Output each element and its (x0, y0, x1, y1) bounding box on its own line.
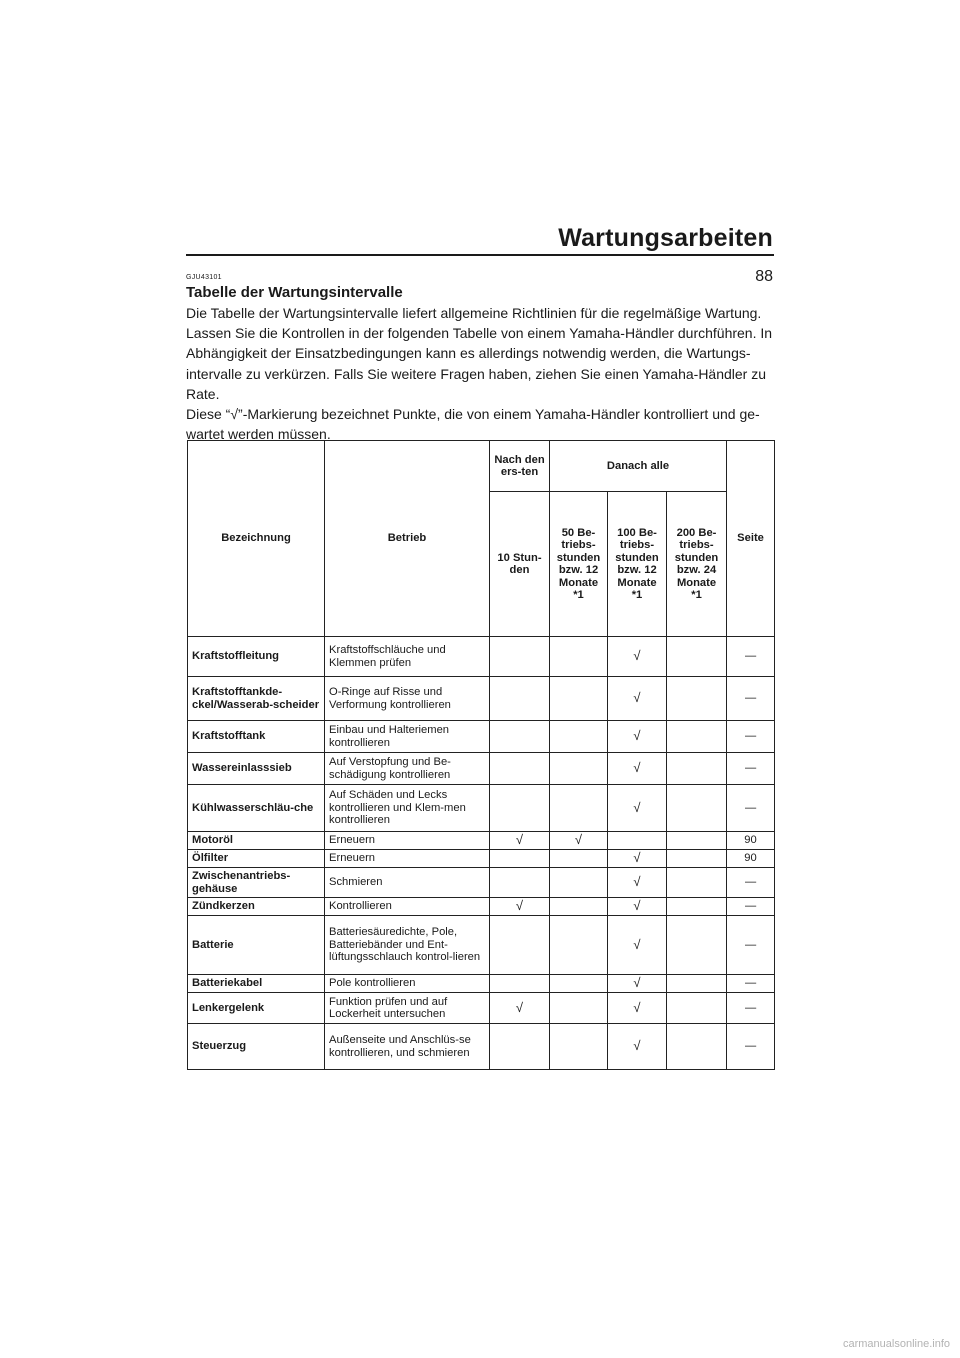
cell-operation: Auf Verstopfung und Be-schädigung kontrollieren (325, 753, 490, 785)
cell-50-stunden (550, 868, 608, 898)
cell-item: Batterie (188, 916, 325, 975)
table-row (188, 677, 775, 721)
cell-200-stunden (667, 1024, 727, 1070)
cell-page: — (727, 916, 775, 975)
cell-100-stunden: √ (608, 975, 667, 993)
intro-paragraph-2: Diese “√”-Markierung bezeichnet Punkte, die von einem Yamaha-Händler kontrolliert und ge-wartet werden müssen. (186, 406, 760, 443)
cell-50-stunden (550, 975, 608, 993)
cell-10-stunden (490, 721, 550, 753)
table-row (188, 753, 775, 785)
cell-100-stunden: √ (608, 1024, 667, 1070)
cell-operation: Auf Schäden und Lecks kontrollieren und Klem-men kontrollieren (325, 785, 490, 832)
cell-page: — (727, 785, 775, 832)
table-row (188, 1024, 775, 1070)
intro-text (186, 303, 776, 444)
cell-50-stunden (550, 898, 608, 916)
cell-operation: Funktion prüfen und auf Lockerheit untersuchen (325, 993, 490, 1024)
cell-100-stunden: √ (608, 868, 667, 898)
cell-50-stunden (550, 993, 608, 1024)
cell-10-stunden (490, 916, 550, 975)
table-row (188, 868, 775, 898)
header-betrieb: Betrieb (325, 441, 490, 637)
cell-page: — (727, 993, 775, 1024)
cell-200-stunden (667, 975, 727, 993)
cell-100-stunden: √ (608, 785, 667, 832)
cell-10-stunden (490, 785, 550, 832)
cell-operation: Batteriesäuredichte, Pole, Batteriebänder und Ent-lüftungsschlauch kontrol-lieren (325, 916, 490, 975)
header-danach-alle: Danach alle (550, 441, 727, 492)
table-row (188, 916, 775, 975)
table-row (188, 993, 775, 1024)
cell-item: Steuerzug (188, 1024, 325, 1070)
cell-100-stunden: √ (608, 677, 667, 721)
header-seite: Seite (727, 441, 775, 637)
cell-page: — (727, 721, 775, 753)
table-body (188, 637, 775, 1070)
intro-paragraph-1: Die Tabelle der Wartungsintervalle liefert allgemeine Richtlinien für die regelmäßige Wartung. Lassen Sie die Kontrollen in der folgenden Tabelle von einem Yamaha-Händler durchführen. In Abhängigkeit der Einsatzbedingungen kann es allerdings notwendig werden, die Wartungs-intervalle zu verkürzen. Falls Sie weitere Fragen haben, ziehen Sie einen Yamaha-Händler zu Rate. (186, 305, 773, 402)
cell-10-stunden (490, 1024, 550, 1070)
cell-page: 90 (727, 832, 775, 850)
header-10-stunden: 10 Stun-den (490, 492, 550, 637)
cell-10-stunden (490, 975, 550, 993)
section-title: Tabelle der Wartungsintervalle (186, 284, 403, 301)
cell-200-stunden (667, 721, 727, 753)
maintenance-interval-table (187, 440, 775, 1070)
cell-10-stunden (490, 850, 550, 868)
cell-200-stunden (667, 916, 727, 975)
cell-page: — (727, 975, 775, 993)
page-number: 88 (755, 268, 773, 285)
table-row (188, 850, 775, 868)
cell-operation: Schmieren (325, 868, 490, 898)
cell-50-stunden (550, 850, 608, 868)
cell-item: Wassereinlasssieb (188, 753, 325, 785)
cell-100-stunden: √ (608, 898, 667, 916)
cell-10-stunden: √ (490, 832, 550, 850)
cell-item: Motoröl (188, 832, 325, 850)
cell-item: Kraftstofftank (188, 721, 325, 753)
cell-200-stunden (667, 993, 727, 1024)
cell-200-stunden (667, 785, 727, 832)
cell-operation: Außenseite und Anschlüs-se kontrollieren, und schmieren (325, 1024, 490, 1070)
cell-item: Ölfilter (188, 850, 325, 868)
header-200-stunden: 200 Be-triebs-stunden bzw. 24 Monate *1 (667, 492, 727, 637)
cell-50-stunden (550, 785, 608, 832)
cell-50-stunden: √ (550, 832, 608, 850)
watermark: carmanualsonline.info (842, 1338, 950, 1350)
cell-10-stunden: √ (490, 898, 550, 916)
cell-10-stunden (490, 677, 550, 721)
cell-item: Kraftstoffleitung (188, 637, 325, 677)
cell-item: Lenkergelenk (188, 993, 325, 1024)
cell-item: Kühlwasserschläu-che (188, 785, 325, 832)
table-row (188, 832, 775, 850)
cell-item: Kraftstofftankde-ckel/Wasserab-scheider (188, 677, 325, 721)
cell-200-stunden (667, 850, 727, 868)
cell-100-stunden: √ (608, 916, 667, 975)
cell-200-stunden (667, 832, 727, 850)
header-nach-den-ersten: Nach den ers-ten (490, 441, 550, 492)
cell-operation: Kontrollieren (325, 898, 490, 916)
table-row (188, 721, 775, 753)
cell-10-stunden: √ (490, 993, 550, 1024)
cell-10-stunden (490, 753, 550, 785)
header-50-stunden: 50 Be-triebs-stunden bzw. 12 Monate *1 (550, 492, 608, 637)
cell-200-stunden (667, 637, 727, 677)
header-bezeichnung: Bezeichnung (188, 441, 325, 637)
cell-200-stunden (667, 753, 727, 785)
page-header-title: Wartungsarbeiten (558, 224, 773, 252)
cell-100-stunden: √ (608, 850, 667, 868)
cell-page: 90 (727, 850, 775, 868)
cell-item: Zwischenantriebs-gehäuse (188, 868, 325, 898)
cell-50-stunden (550, 721, 608, 753)
cell-200-stunden (667, 868, 727, 898)
table-row (188, 785, 775, 832)
cell-operation: Erneuern (325, 850, 490, 868)
cell-100-stunden (608, 832, 667, 850)
cell-10-stunden (490, 637, 550, 677)
table-row (188, 637, 775, 677)
table-row (188, 898, 775, 916)
cell-100-stunden: √ (608, 993, 667, 1024)
cell-page: — (727, 898, 775, 916)
cell-page: — (727, 753, 775, 785)
cell-item: Batteriekabel (188, 975, 325, 993)
cell-operation: Kraftstoffschläuche und Klemmen prüfen (325, 637, 490, 677)
cell-100-stunden: √ (608, 721, 667, 753)
cell-100-stunden: √ (608, 637, 667, 677)
cell-operation: Pole kontrollieren (325, 975, 490, 993)
cell-page: — (727, 637, 775, 677)
header-100-stunden: 100 Be-triebs-stunden bzw. 12 Monate *1 (608, 492, 667, 637)
cell-50-stunden (550, 677, 608, 721)
cell-page: — (727, 868, 775, 898)
table-row (188, 975, 775, 993)
cell-200-stunden (667, 898, 727, 916)
cell-100-stunden: √ (608, 753, 667, 785)
cell-page: — (727, 1024, 775, 1070)
cell-operation: O-Ringe auf Risse und Verformung kontrollieren (325, 677, 490, 721)
cell-200-stunden (667, 677, 727, 721)
cell-50-stunden (550, 753, 608, 785)
cell-10-stunden (490, 868, 550, 898)
cell-50-stunden (550, 1024, 608, 1070)
cell-50-stunden (550, 916, 608, 975)
cell-page: — (727, 677, 775, 721)
header-rule (186, 254, 774, 256)
section-code: GJU43101 (186, 274, 222, 281)
cell-operation: Einbau und Halteriemen kontrollieren (325, 721, 490, 753)
cell-50-stunden (550, 637, 608, 677)
cell-item: Zündkerzen (188, 898, 325, 916)
cell-operation: Erneuern (325, 832, 490, 850)
